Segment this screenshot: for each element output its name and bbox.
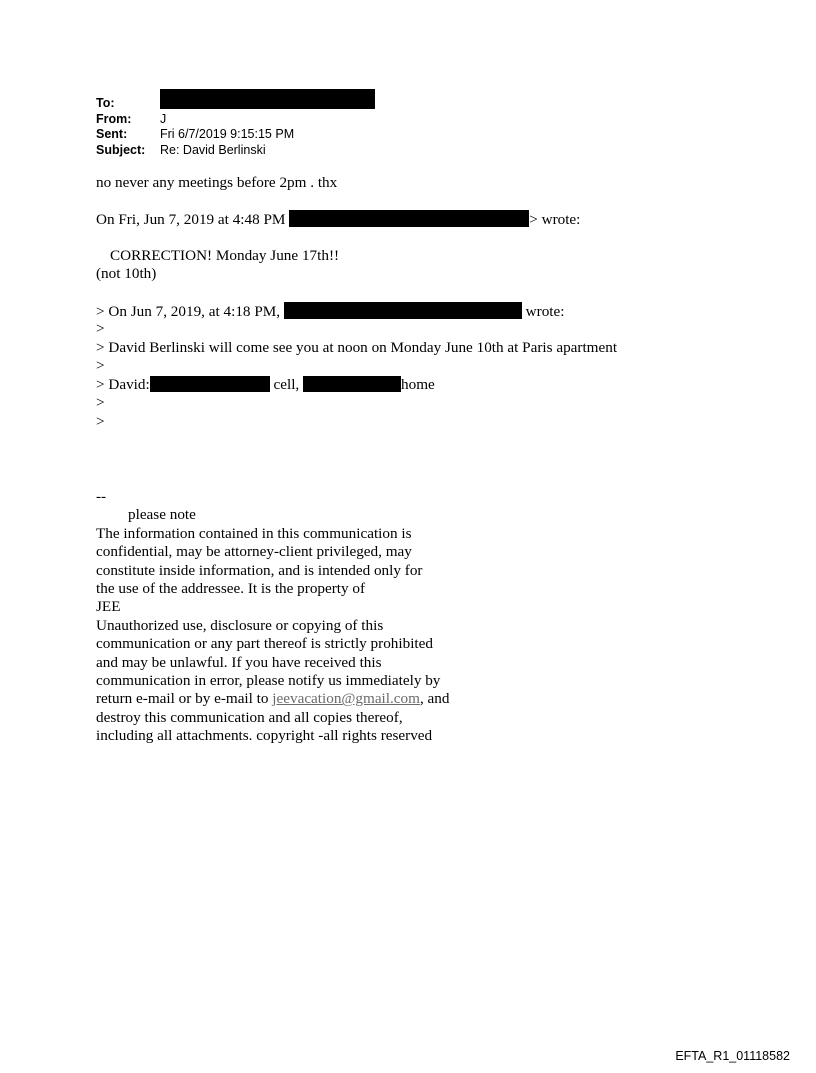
nested-intro-prefix: > On Jun 7, 2019, at 4:18 PM,: [96, 303, 281, 320]
phone-prefix: > David:: [96, 376, 150, 393]
disclaimer-line: destroy this communication and all copies thereof,: [96, 708, 403, 726]
home-redaction: [303, 376, 401, 392]
phone-line: [96, 376, 435, 394]
correction-note: (not 10th): [96, 265, 157, 282]
sent-label: Sent:: [96, 127, 128, 141]
quote-marker: >: [96, 357, 105, 374]
quote-intro-prefix: On Fri, Jun 7, 2019 at 4:48 PM: [96, 211, 286, 228]
disclaimer-line: Unauthorized use, disclosure or copying of this: [96, 616, 384, 634]
disclaimer-line: including all attachments. copyright -all rights reserved: [96, 727, 433, 745]
email-link[interactable]: jeevacation@gmail.com: [272, 690, 420, 708]
quote-marker: >: [96, 320, 105, 337]
meeting-line: > David Berlinski will come see you at noon on Monday June 10th at Paris apartment: [96, 339, 618, 356]
document-id: EFTA_R1_01118582: [675, 1049, 790, 1063]
disclaimer-line: JEE: [96, 598, 121, 616]
quote-marker: >: [96, 394, 105, 411]
subject-label: Subject:: [96, 142, 146, 157]
signature-note: please note: [128, 506, 196, 524]
to-label: To:: [96, 96, 115, 110]
sender-redaction: [289, 210, 529, 227]
phone-mid: cell,: [273, 376, 300, 393]
correction-text: CORRECTION! Monday June 17th!!: [110, 247, 340, 264]
signature-separator: --: [96, 488, 107, 505]
signature-block: [96, 488, 449, 746]
nested-quote-intro: [96, 302, 564, 321]
subject-value: Re: David Berlinski: [160, 142, 266, 157]
disclaimer-line: constitute inside information, and is intended only for: [96, 561, 423, 579]
disclaimer-line: the use of the addressee. It is the property of: [96, 580, 366, 598]
to-redaction: [160, 89, 375, 109]
nested-intro-suffix: wrote:: [525, 303, 565, 320]
disclaimer-line: communication or any part thereof is strictly prohibited: [96, 635, 433, 653]
reply-text: no never any meetings before 2pm . thx: [96, 174, 338, 191]
disclaimer-line: and may be unlawful. If you have received this: [96, 653, 382, 671]
sent-value: Fri 6/7/2019 9:15:15 PM: [160, 127, 295, 141]
quote-marker: >: [96, 413, 105, 430]
disclaimer-line: The information contained in this communication is: [96, 524, 412, 542]
email-suffix: , and: [419, 690, 450, 708]
from-label: From:: [96, 111, 132, 126]
disclaimer-line: confidential, may be attorney-client privileged, may: [96, 543, 412, 561]
disclaimer-line: communication in error, please notify us immediately by: [96, 672, 441, 690]
cell-redaction: [150, 376, 270, 392]
disclaimer-email-line: [96, 690, 449, 708]
from-value: J: [160, 111, 167, 126]
nested-sender-redaction: [284, 302, 522, 319]
quote-intro-suffix: > wrote:: [529, 211, 581, 228]
quote-intro: [96, 210, 580, 229]
email-prefix: return e-mail or by e-mail to: [96, 690, 269, 708]
phone-suffix: home: [401, 376, 435, 393]
